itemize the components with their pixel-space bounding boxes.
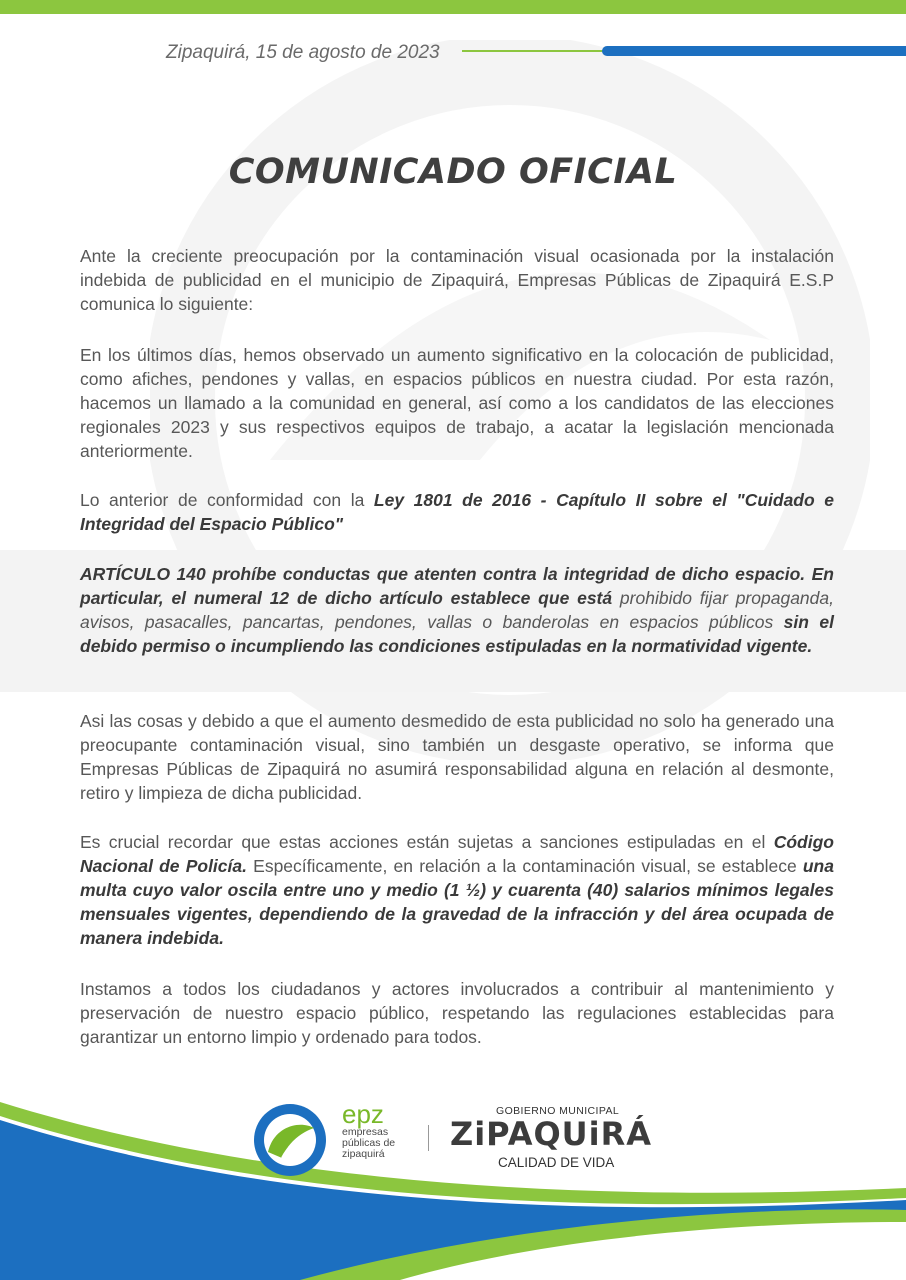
top-green-bar	[0, 0, 906, 14]
epz-logo-text	[342, 1101, 412, 1160]
paragraph-call-to-action: Instamos a todos los ciudadanos y actores involucrados a contribuir al mantenimiento y preservación de nuestro espacio público, respetando las regulaciones establecidas para garantizar un entorno limpio y ordenado para todos.	[80, 979, 834, 1047]
police-code: Código Nacional de Policía.	[80, 832, 834, 876]
article-prohibition: prohibido fijar propaganda, avisos, pasacalles, pancartas, pendones, vallas o banderolas en espacios públicos	[80, 588, 834, 632]
paragraph-observation: En los últimos días, hemos observado un aumento significativo en la colocación de publicidad, como afiches, pendones y vallas, en espacios públicos en nuestra ciudad. Por esta razón, hacemos un llamado a la comunidad en general, así como a los candidatos de las elecciones regionales 2023 y sus respectivos equipos de trabajo, a acatar la legislación mencionada anteriormente.	[80, 345, 834, 461]
paragraph-article-140	[80, 562, 834, 658]
gobierno-municipal-label: GOBIERNO MUNICIPAL	[496, 1105, 620, 1117]
date-rule-green	[462, 50, 607, 52]
paragraph-responsibility: Asi las cosas y debido a que el aumento desmedido de esta publicidad no solo ha generado una preocupante contaminación visual, sino también un desgaste operativo, se informa que Empresas Públicas de Zipaquirá no asumirá responsabilidad alguna en relación al desmonte, retiro y limpieza de dicha publicidad.	[80, 711, 834, 803]
date-header	[0, 42, 906, 66]
zipaquira-wordmark: ZiPAQUiRÁ	[450, 1115, 653, 1153]
document-date: Zipaquirá, 15 de agosto de 2023	[166, 42, 440, 63]
article-intro: prohíbe conductas que atenten contra la integridad de dicho espacio. En particular, el numeral 12 de dicho artículo establece que está	[80, 564, 834, 608]
article-condition: sin el debido permiso o incumpliendo las condiciones estipuladas en la normatividad vigente.	[80, 612, 834, 656]
epz-short-name: epz	[342, 1099, 384, 1129]
law-lead: Lo anterior de conformidad con la	[80, 490, 374, 510]
epz-line-2: públicas de	[342, 1137, 396, 1149]
epz-line-1: empresas	[342, 1126, 389, 1138]
fine-description: una multa cuyo valor oscila entre uno y medio (1 ½) y cuarenta (40) salarios mínimos legales mensuales vigentes, dependiendo de la gravedad de la infracción y del área ocupada de manera indebida.	[80, 856, 834, 948]
logo-divider	[428, 1125, 429, 1151]
article-number: ARTÍCULO 140	[80, 564, 206, 584]
page-title: COMUNICADO OFICIAL	[228, 152, 678, 192]
date-rule-blue	[602, 46, 906, 56]
paragraph-sanctions	[80, 830, 834, 950]
epz-line-3: zipaquirá	[342, 1148, 385, 1160]
epz-logo-icon	[252, 1102, 328, 1178]
paragraph-intro: Ante la creciente preocupación por la contaminación visual ocasionada por la instalación indebida de publicidad en el municipio de Zipaquirá, Empresas Públicas de Zipaquirá E.S.P comunica lo siguiente:	[80, 246, 834, 314]
sanctions-lead: Es crucial recordar que estas acciones están sujetas a sanciones estipuladas en el	[80, 832, 774, 852]
footer-logos	[0, 1095, 906, 1185]
sanctions-middle: Específicamente, en relación a la contaminación visual, se establece	[246, 856, 803, 876]
calidad-de-vida-slogan: CALIDAD DE VIDA	[498, 1155, 615, 1170]
paragraph-law-reference	[80, 488, 834, 536]
law-name: Ley 1801 de 2016 - Capítulo II sobre el "Cuidado e Integridad del Espacio Público"	[80, 490, 834, 534]
